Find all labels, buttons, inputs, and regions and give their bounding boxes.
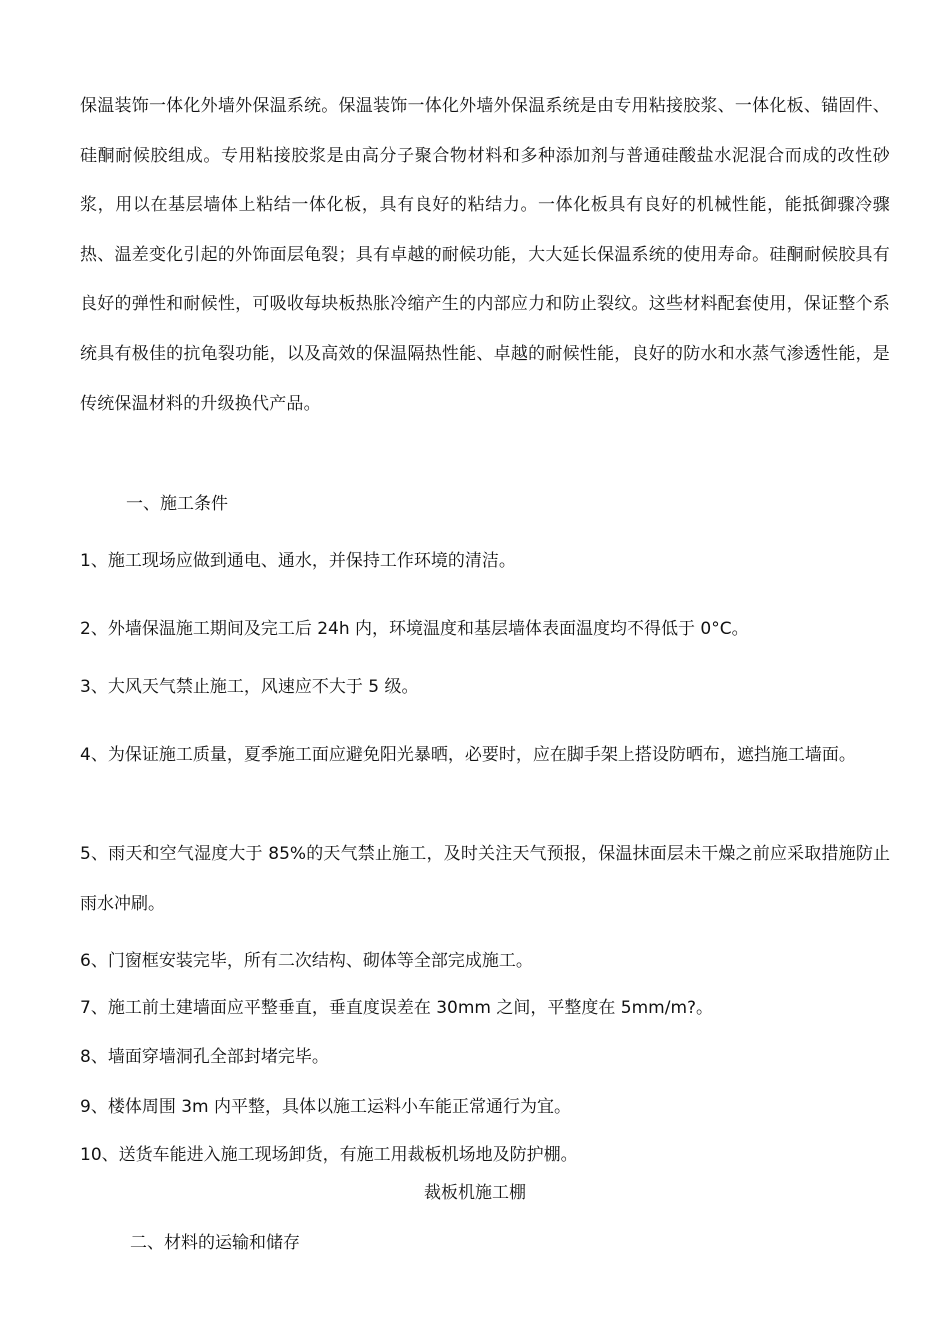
list-item: 9、楼体周围 3m 内平整，具体以施工运料小车能正常通行为宜。 [80,1097,571,1117]
list-item: 2、外墙保温施工期间及完工后 24h 内，环境温度和基层墙体表面温度均不得低于 0°C。 [80,619,749,639]
list-item: 6、门窗框安装完毕，所有二次结构、砌体等全部完成施工。 [80,951,533,971]
list-item: 10、送货车能进入施工现场卸货，有施工用裁板机场地及防护棚。 [80,1145,578,1165]
intro-paragraph: 保温装饰一体化外墙外保温系统。保温装饰一体化外墙外保温系统是由专用粘接胶浆、一体化板、锚固件、硅酮耐候胶组成。专用粘接胶浆是由高分子聚合物材料和多种添加剂与普通硅酸盐水泥混合而成的改性砂浆，用以在基层墙体上粘结一体化板，具有良好的粘结力。一体化板具有良好的机械性能，能抵御骤冷骤热、温差变化引起的外饰面层龟裂；具有卓越的耐候功能，大大延长保温系统的使用寿命。硅酮耐候胶具有良好的弹性和耐候性，可吸收每块板热胀冷缩产生的内部应力和防止裂纹。这些材料配套使用，保证整个系统具有极佳的抗龟裂功能，以及高效的保温隔热性能、卓越的耐候性能，良好的防水和水蒸气渗透性能，是传统保温材料的升级换代产品。 [80,96,890,414]
section-heading-construction-conditions: 一、施工条件 [126,494,228,514]
list-item: 5、雨天和空气湿度大于 85%的天气禁止施工，及时关注天气预报，保温抹面层未干燥之前应采取措施防止雨水冲刷。 [80,844,890,914]
figure-caption: 裁板机施工棚 [424,1183,526,1203]
list-item: 4、为保证施工质量，夏季施工面应避免阳光暴晒，必要时，应在脚手架上搭设防晒布，遮挡施工墙面。 [80,745,856,765]
section-heading-material-transport-storage: 二、材料的运输和储存 [130,1233,300,1253]
list-item: 1、施工现场应做到通电、通水，并保持工作环境的清洁。 [80,551,516,571]
list-item: 7、施工前土建墙面应平整垂直，垂直度误差在 30mm 之间，平整度在 5mm/m?。 [80,998,714,1018]
list-item: 3、大风天气禁止施工，风速应不大于 5 级。 [80,677,419,697]
list-item: 8、墙面穿墙洞孔全部封堵完毕。 [80,1047,329,1067]
